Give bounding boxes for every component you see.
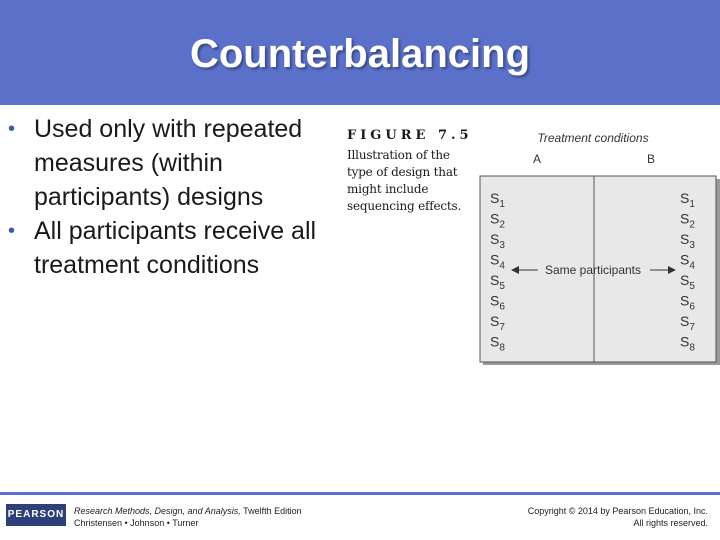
bullet-icon: •: [8, 220, 16, 242]
footer-divider: [0, 492, 720, 495]
subject-label: $S_6$: [680, 292, 695, 313]
bullet-text: Used only with repeated measures (within participants) designs: [34, 115, 303, 211]
figure-label-block: [347, 128, 477, 215]
bullet-list: [8, 112, 348, 282]
slide-title: Counterbalancing: [189, 32, 531, 76]
subject-label: $S_5$: [680, 272, 695, 292]
bullet-icon: •: [8, 118, 16, 140]
condition-b-label: B: [646, 152, 656, 166]
treatment-conditions-header: Treatment conditions: [537, 131, 649, 145]
book-title: Research Methods, Design, and Analysis,: [74, 506, 241, 516]
subject-label: $S_4$: [490, 251, 505, 272]
copyright-text: Copyright © 2014 by Pearson Education, Inc.: [527, 506, 708, 516]
subject-label: $S_2$: [490, 210, 505, 231]
figure-number: FIGURE 7.5: [347, 128, 473, 143]
book-authors: Christensen • Johnson • Turner: [74, 518, 199, 528]
footer-citation: [74, 505, 302, 529]
subject-label: $S_1$: [680, 190, 695, 210]
subject-label: $S_2$: [680, 210, 695, 231]
subject-label: $S_7$: [490, 313, 505, 333]
footer-copyright: [528, 505, 708, 529]
subject-label: $S_3$: [490, 231, 505, 251]
rights-text: All rights reserved.: [633, 518, 708, 528]
design-figure: [478, 125, 720, 370]
subject-label: $S_3$: [680, 231, 695, 251]
bullet-item: [8, 214, 348, 282]
subject-label: $S_5$: [490, 272, 505, 292]
same-participants-label: Same participants: [544, 263, 642, 277]
condition-a-label: A: [532, 152, 542, 166]
subject-label: $S_8$: [680, 333, 695, 354]
subject-label: $S_4$: [680, 251, 695, 272]
subject-label: $S_6$: [490, 292, 505, 313]
subject-label: $S_8$: [490, 333, 505, 354]
title-bar: [0, 0, 720, 105]
book-edition: Twelfth Edition: [240, 506, 302, 516]
subject-label: $S_1$: [490, 190, 505, 210]
bullet-item: [8, 112, 348, 214]
pearson-logo: PEARSON: [6, 504, 66, 526]
subject-label: $S_7$: [680, 313, 695, 333]
bullet-text: All participants receive all treatment conditions: [34, 217, 317, 279]
figure-caption: Illustration of the type of design that might include sequencing effects.: [347, 148, 462, 213]
